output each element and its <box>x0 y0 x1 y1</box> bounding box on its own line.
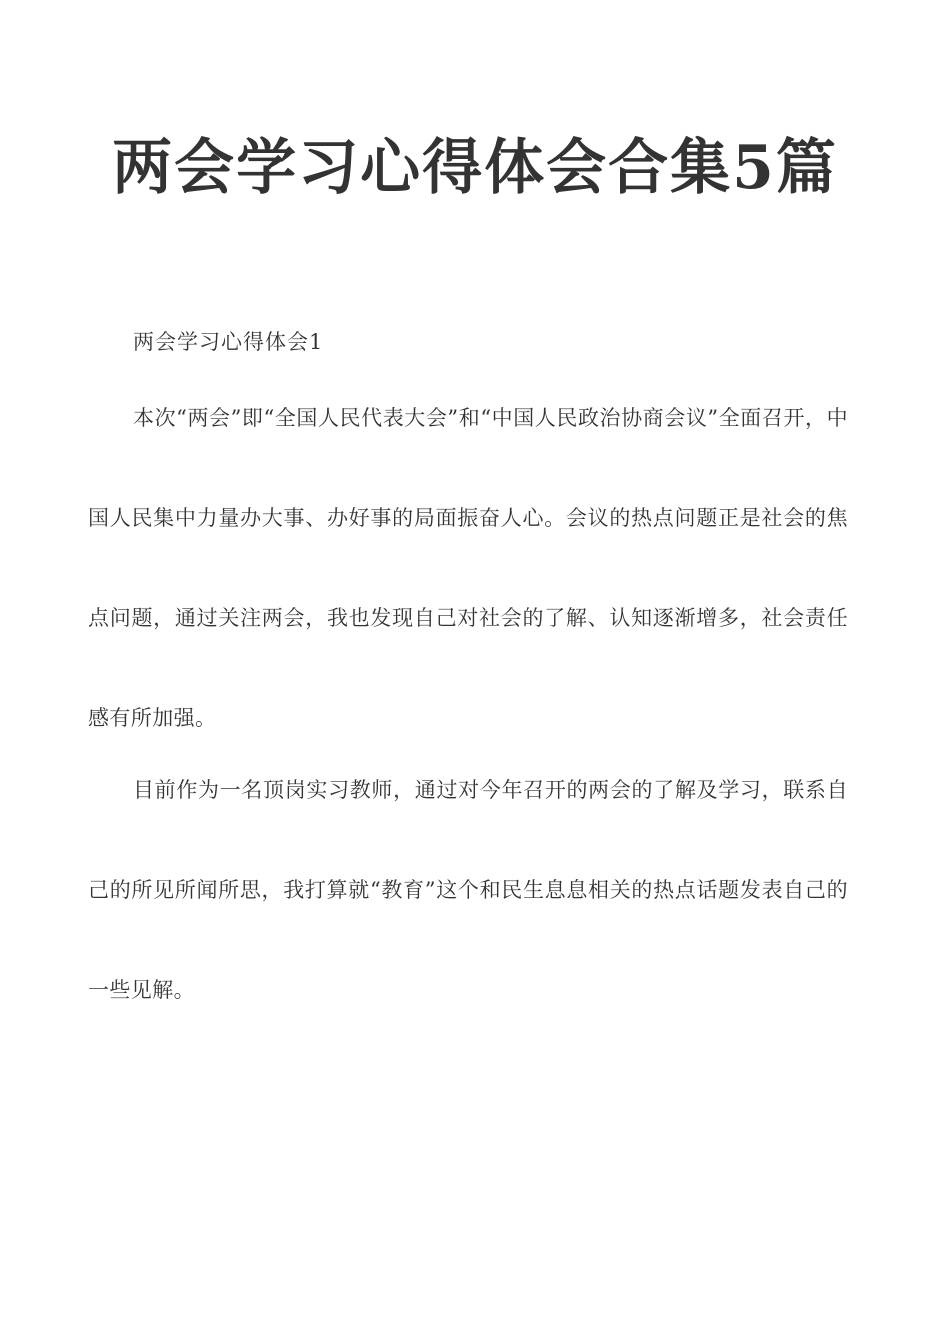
paragraph-2: 目前作为一名顶岗实习教师，通过对今年召开的两会的了解及学习，联系自己的所见所闻所思，我打算就“教育”这个和民生息息相关的热点话题发表自己的一些见解。 <box>88 778 848 1002</box>
section-heading: 两会学习心得体会1 <box>133 330 324 354</box>
paragraph-1: 本次“两会”即“全国人民代表大会”和“中国人民政治协商会议”全面召开，中国人民集中力量办大事、办好事的局面振奋人心。会议的热点问题正是社会的焦点问题，通过关注两会，我也发现自己对社会的了解、认知逐渐增多，社会责任感有所加强。 <box>88 406 848 730</box>
document-title: 两会学习心得体会合集5篇 <box>112 133 838 203</box>
